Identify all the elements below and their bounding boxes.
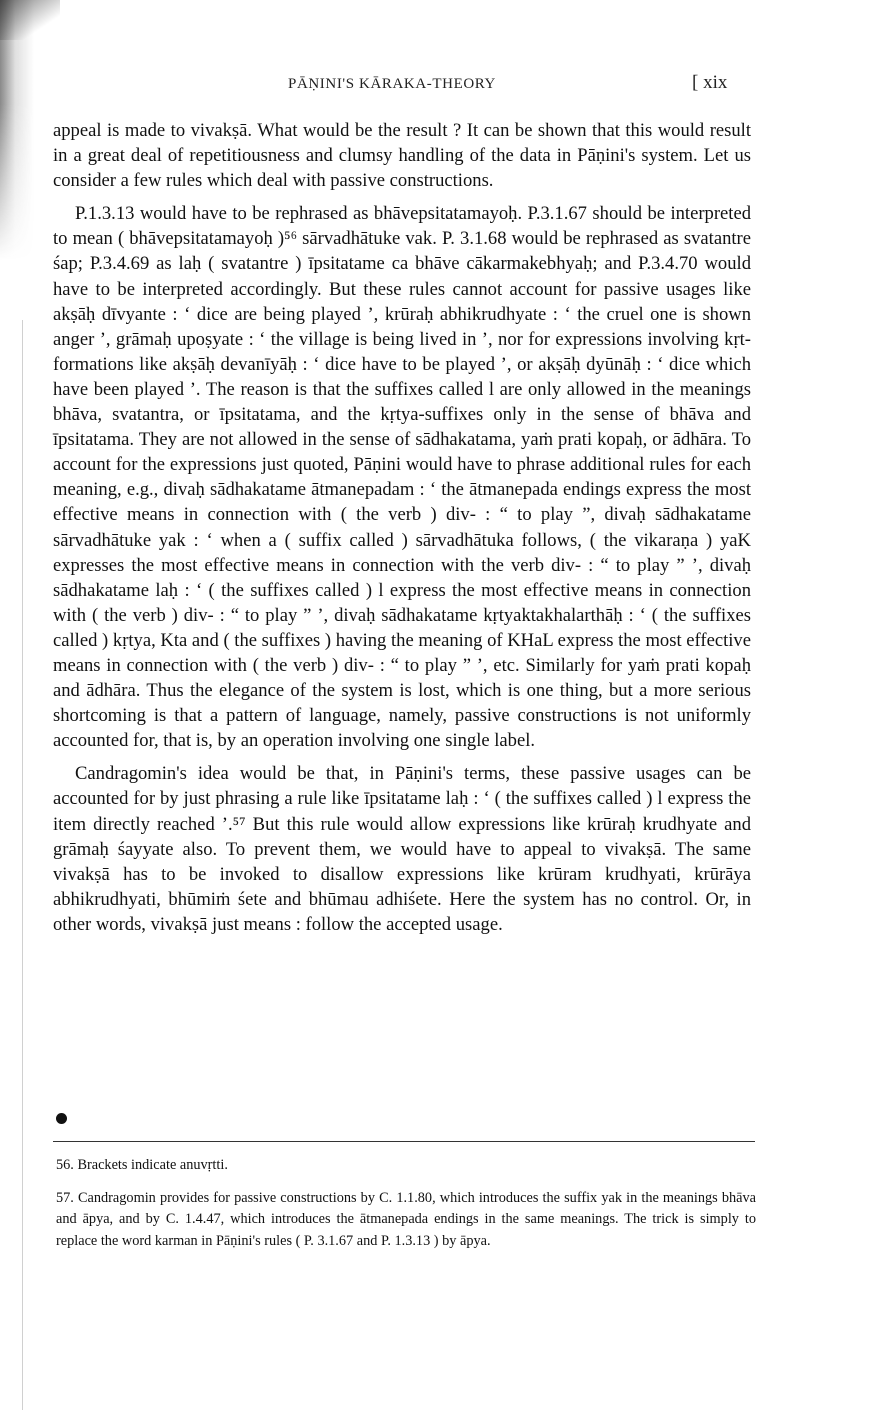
main-text: [53, 118, 751, 945]
paragraph: Candragomin's idea would be that, in Pāṇini's terms, these passive usages can be accounted for by just phrasing a rule like īpsitatame laḥ : ‘ ( the suffixes called ) l express the item directly reached ’.⁵⁷ But this rule would allow expressions like krūraḥ krudhyate and grāmaḥ śayyate also. To prevent them, we would have to appeal to vivakṣā. The same vivakṣā has to be invoked to disallow expressions like krūram krudhyati, krūrāya abhikrudhyati, bhūmiṁ śete and bhūmau adhiśete. Here the system has no control. Or, in other words, vivakṣā just means : follow the accepted usage.: [53, 763, 751, 935]
scan-corner-shadow: [0, 0, 60, 40]
paragraph: P.1.3.13 would have to be rephrased as bhāvepsitatamayoḥ. P.3.1.67 should be interpreted to mean ( bhāvepsitatamayoḥ )⁵⁶ sārvadhātuke vak. P. 3.1.68 would be rephrased as svatantre śap; P.3.4.69 as laḥ ( svatantre ) īpsitatame ca bhāve cākarmakebhyaḥ; and P.3.4.70 would have to be interpreted accordingly. But these rules cannot account for passive usages like akṣāḥ dīvyante : ‘ dice are being played ’, krūraḥ abhikrudhyate : ‘ the cruel one is shown anger ’, grāmaḥ upoṣyate : ‘ the village is being lived in ’, nor for expressions involving kṛt-formations like akṣāḥ devanīyāḥ : ‘ dice have to be played ’, or akṣāḥ dyūnāḥ : ‘ dice which have been played ’. The reason is that the suffixes called l are only allowed in the meanings bhāva, svatantra, or īpsitatama, and the kṛtya-suffixes only in the sense of bhāva and īpsitatama. They are not allowed in the sense of sādhakatama, yaṁ prati kopaḥ, or ādhāra. To account for the expressions just quoted, Pāṇini would have to phrase additional rules for each meaning, e.g., divaḥ sādhakatame ātmanepadam : ‘ the ātmanepada endings express the most effective means in connection with ( the verb ) div- : “ to play ”, divaḥ sādhakatame sārvadhātuke yak : ‘ when a ( suffix called ) sārvadhātuka follows, ( the vikaraṇa ) yaK expresses the most effective means in connection with the verb div- : “ to play ” ’, divaḥ sādhakatame laḥ : ‘ ( the suffixes called ) l express the most effective means in connection with ( the verb ) div- : “ to play ” ’, divaḥ sādhakatame kṛtyaktakhalarthāḥ : ‘ ( the suffixes called ) kṛtya, Kta and ( the suffixes ) having the meaning of KHaL express the most effective means in connection with ( the verb ) div- : “ to play ” ’, etc. Similarly for yaṁ prati kopaḥ and ādhāra. Thus the elegance of the system is lost, which is one thing, but a more serious shortcoming is that a pattern of language, namely, passive constructions is not uniformly accounted for, that is, by an operation involving one single label.: [53, 203, 751, 752]
footnote-56: 56. Brackets indicate anuvṛtti.: [56, 1157, 228, 1173]
bullet-mark: [56, 1113, 67, 1124]
page-number: [ xix: [692, 72, 728, 93]
running-title: PĀṆINI'S KĀRAKA-THEORY: [288, 76, 496, 92]
footnote-57: 57. Candragomin provides for passive constructions by C. 1.1.80, which introduces the suffix yak in the meanings bhāva and āpya, and by C. 1.4.47, which introduces the ātmanepada endings in the same meanings. The trick is simply to replace the word karman in Pāṇini's rules ( P. 3.1.67 and P. 1.3.13 ) by āpya.: [56, 1189, 756, 1249]
scan-margin-line: [22, 320, 23, 1410]
footnotes: [56, 1155, 756, 1261]
page-header: [0, 72, 882, 98]
footnote-divider: [53, 1141, 755, 1142]
paragraph: appeal is made to vivakṣā. What would be the result ? It can be shown that this would result in a great deal of repetitiousness and clumsy handling of the data in Pāṇini's system. Let us consider a few rules which deal with passive constructions.: [53, 120, 751, 192]
